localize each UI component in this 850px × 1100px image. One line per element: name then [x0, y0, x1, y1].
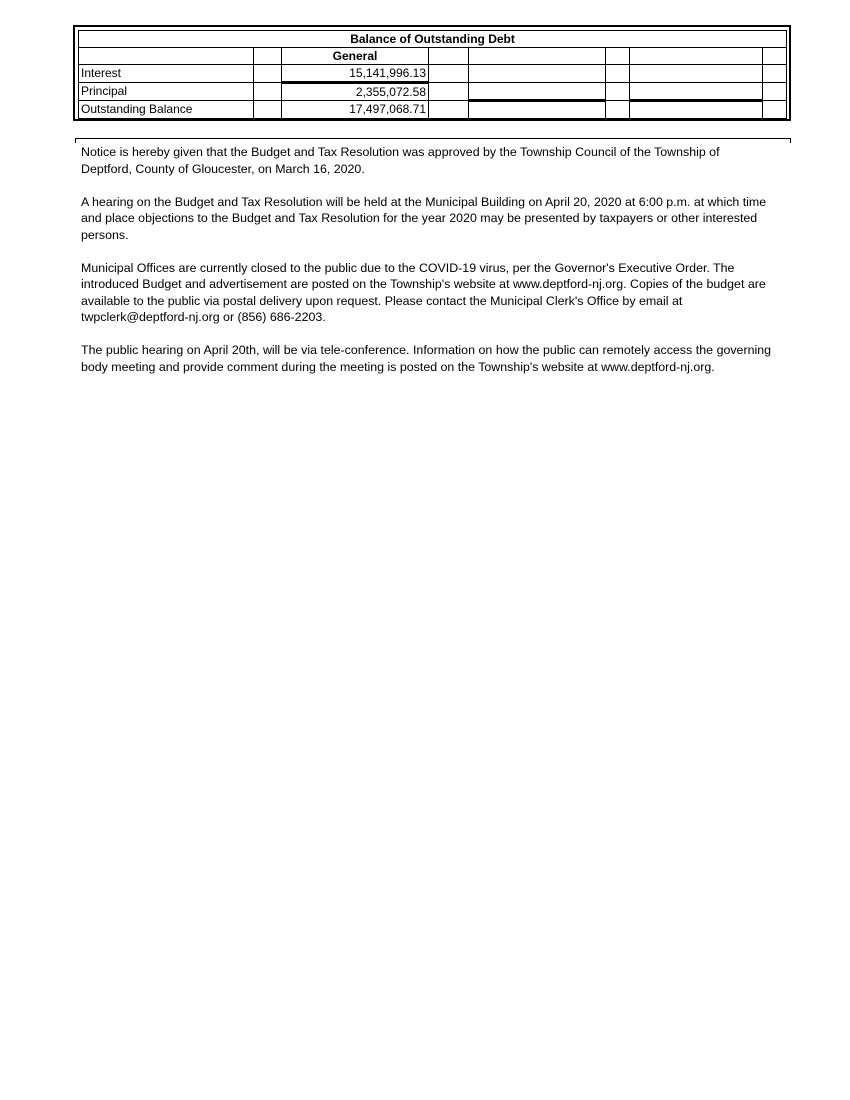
table-cell — [606, 101, 630, 120]
table-cell — [254, 83, 282, 101]
notice-box-top-border — [75, 138, 791, 143]
public-notice — [81, 144, 771, 392]
notice-paragraph-teleconference: The public hearing on April 20th, will be via tele-conference. Information on how the public can remotely access the governing body meeting and provide comment during the meeting is posted on the Township's website at www.deptford-nj.org. — [81, 343, 771, 374]
table-cell — [630, 101, 763, 120]
table-cell — [254, 101, 282, 120]
header-cell-empty — [254, 48, 282, 65]
table-cell — [469, 101, 606, 120]
header-cell-empty — [606, 48, 630, 65]
notice-paragraph-approval: Notice is hereby given that the Budget and Tax Resolution was approved by the Township Council of the Township of Deptford, County of Gloucester, on March 16, 2020. — [81, 145, 720, 176]
column-header-general: General — [282, 48, 429, 65]
header-cell-empty — [763, 48, 787, 65]
table-row — [79, 83, 787, 101]
table-cell — [429, 101, 469, 120]
table-cell — [429, 65, 469, 83]
table-row — [79, 101, 787, 120]
table-cell — [429, 83, 469, 101]
row-label-interest: Interest — [79, 65, 254, 83]
row-label-principal: Principal — [79, 83, 254, 101]
table-cell — [763, 83, 787, 101]
table-cell — [469, 83, 606, 101]
outstanding-balance-value: 17,497,068.71 — [282, 101, 429, 120]
header-cell-empty — [429, 48, 469, 65]
interest-value: 15,141,996.13 — [282, 65, 429, 83]
debt-table-title: Balance of Outstanding Debt — [79, 31, 787, 48]
table-cell — [630, 83, 763, 101]
table-row — [79, 65, 787, 83]
header-cell-empty — [630, 48, 763, 65]
outstanding-debt-table — [78, 30, 787, 120]
table-cell — [606, 65, 630, 83]
table-cell — [254, 65, 282, 83]
header-cell-empty — [469, 48, 606, 65]
notice-paragraph-hearing: A hearing on the Budget and Tax Resolution will be held at the Municipal Building on April 20, 2020 at 6:00 p.m. at which time and place objections to the Budget and Tax Resolution for the year 2020 may be presented by taxpayers or other interested persons. — [81, 194, 767, 242]
notice-paragraph-covid-offices: Municipal Offices are currently closed to the public due to the COVID-19 virus, per the Governor's Executive Order. The introduced Budget and advertisement are posted on the Township's website at www.deptford-nj.org. Copies of the budget are available to the public via postal delivery upon request. Please contact the Municipal Clerk's Office by email at twpclerk@deptford-nj.org or (856) 686-2203. — [81, 260, 766, 324]
table-cell — [763, 101, 787, 120]
row-label-outstanding-balance: Outstanding Balance — [79, 101, 254, 120]
table-cell — [630, 65, 763, 83]
principal-value: 2,355,072.58 — [282, 83, 429, 101]
table-cell — [763, 65, 787, 83]
header-cell-empty — [79, 48, 254, 65]
table-cell — [606, 83, 630, 101]
table-cell — [469, 65, 606, 83]
